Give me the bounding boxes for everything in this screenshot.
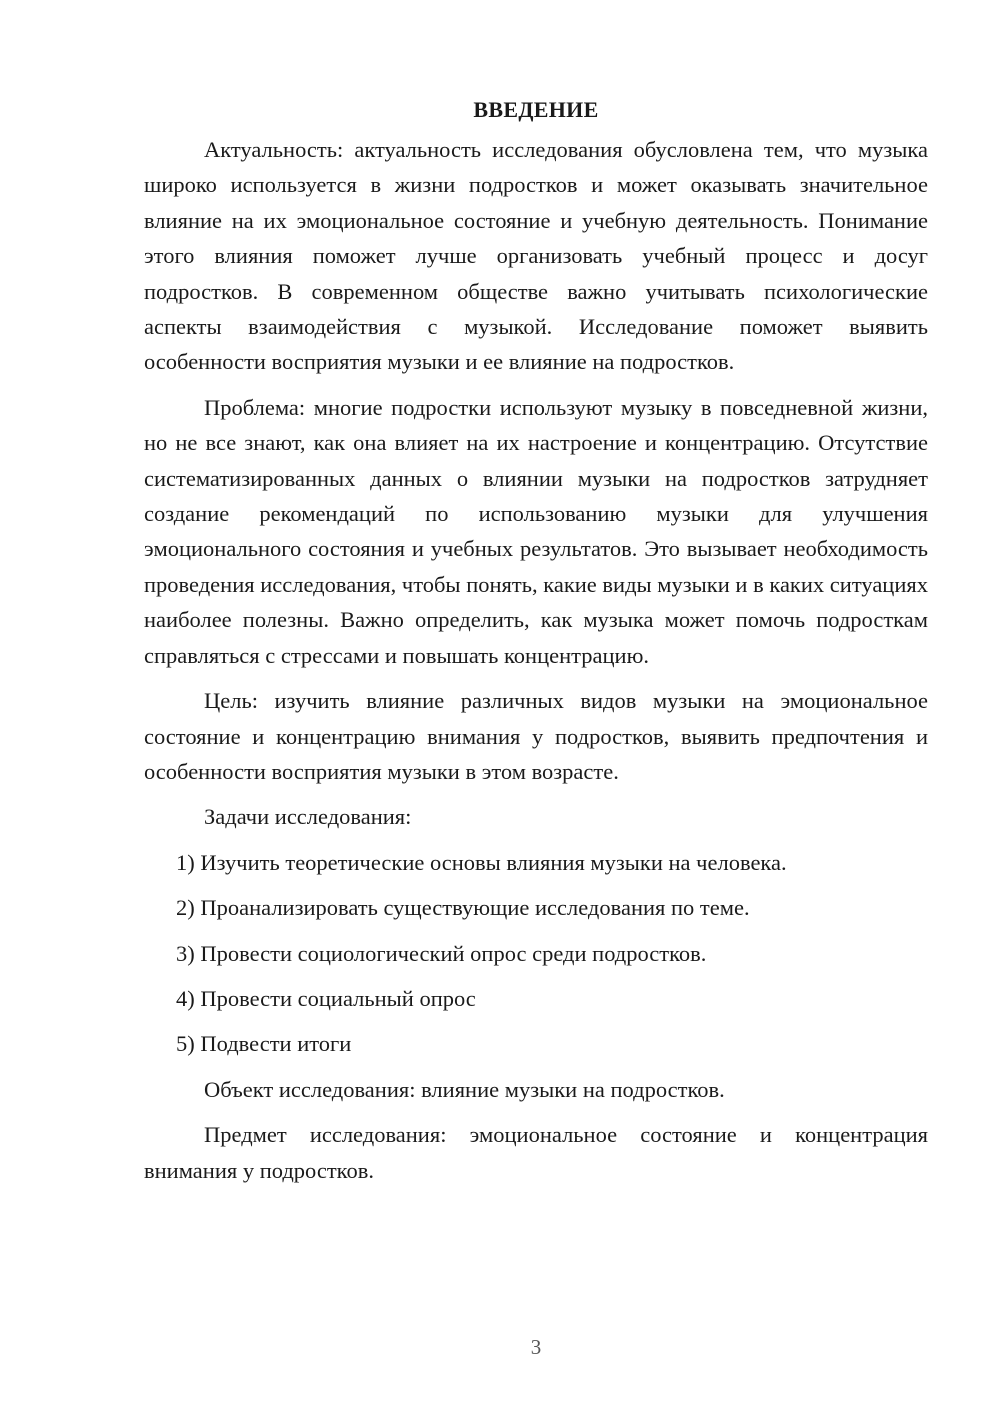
tasks-list — [144, 845, 928, 1062]
object-paragraph: Объект исследования: влияние музыки на подростков. — [204, 1076, 725, 1102]
problem-paragraph: Проблема: многие подростки используют музыку в повседневной жизни, но не все знают, как она влияет на их настроение и концентрацию. Отсутствие систематизированных данных о влиянии музыки на подростков затрудняет создание рекомендаций по использованию музыки для улучшения эмоционального состояния и учебных результатов. Это вызывает необходимость проведения исследования, чтобы понять, какие виды музыки и в каких ситуациях наиболее полезны. Важно определить, как музыка может помочь подросткам справляться с стрессами и повышать концентрацию. — [144, 394, 928, 668]
task-item: 2) Проанализировать существующие исследования по теме. — [176, 895, 750, 921]
task-item: 5) Подвести итоги — [176, 1031, 352, 1057]
task-item: 4) Провести социальный опрос — [176, 985, 476, 1011]
task-item: 1) Изучить теоретические основы влияния музыки на человека. — [176, 849, 787, 875]
page-content — [144, 92, 928, 1198]
goal-paragraph: Цель: изучить влияние различных видов музыки на эмоциональное состояние и концентрацию внимания у подростков, выявить предпочтения и особенности восприятия музыки в этом возрасте. — [144, 688, 928, 784]
relevance-paragraph: Актуальность: актуальность исследования обусловлена тем, что музыка широко используется в жизни подростков и может оказывать значительное влияние на их эмоциональное состояние и учебную деятельность. Понимание этого влияния поможет лучше организовать учебный процесс и досуг подростков. В современном обществе важно учитывать психологические аспекты взаимодействия с музыкой. Исследование поможет выявить особенности восприятия музыки и ее влияние на подростков. — [144, 137, 928, 375]
tasks-heading: Задачи исследования: — [204, 804, 412, 830]
page-number: 3 — [530, 1335, 542, 1359]
page-title: ВВЕДЕНИЕ — [473, 97, 599, 122]
subject-paragraph: Предмет исследования: эмоциональное состояние и концентрация внимания у подростков. — [144, 1122, 928, 1183]
task-item: 3) Провести социологический опрос среди подростков. — [176, 940, 707, 966]
